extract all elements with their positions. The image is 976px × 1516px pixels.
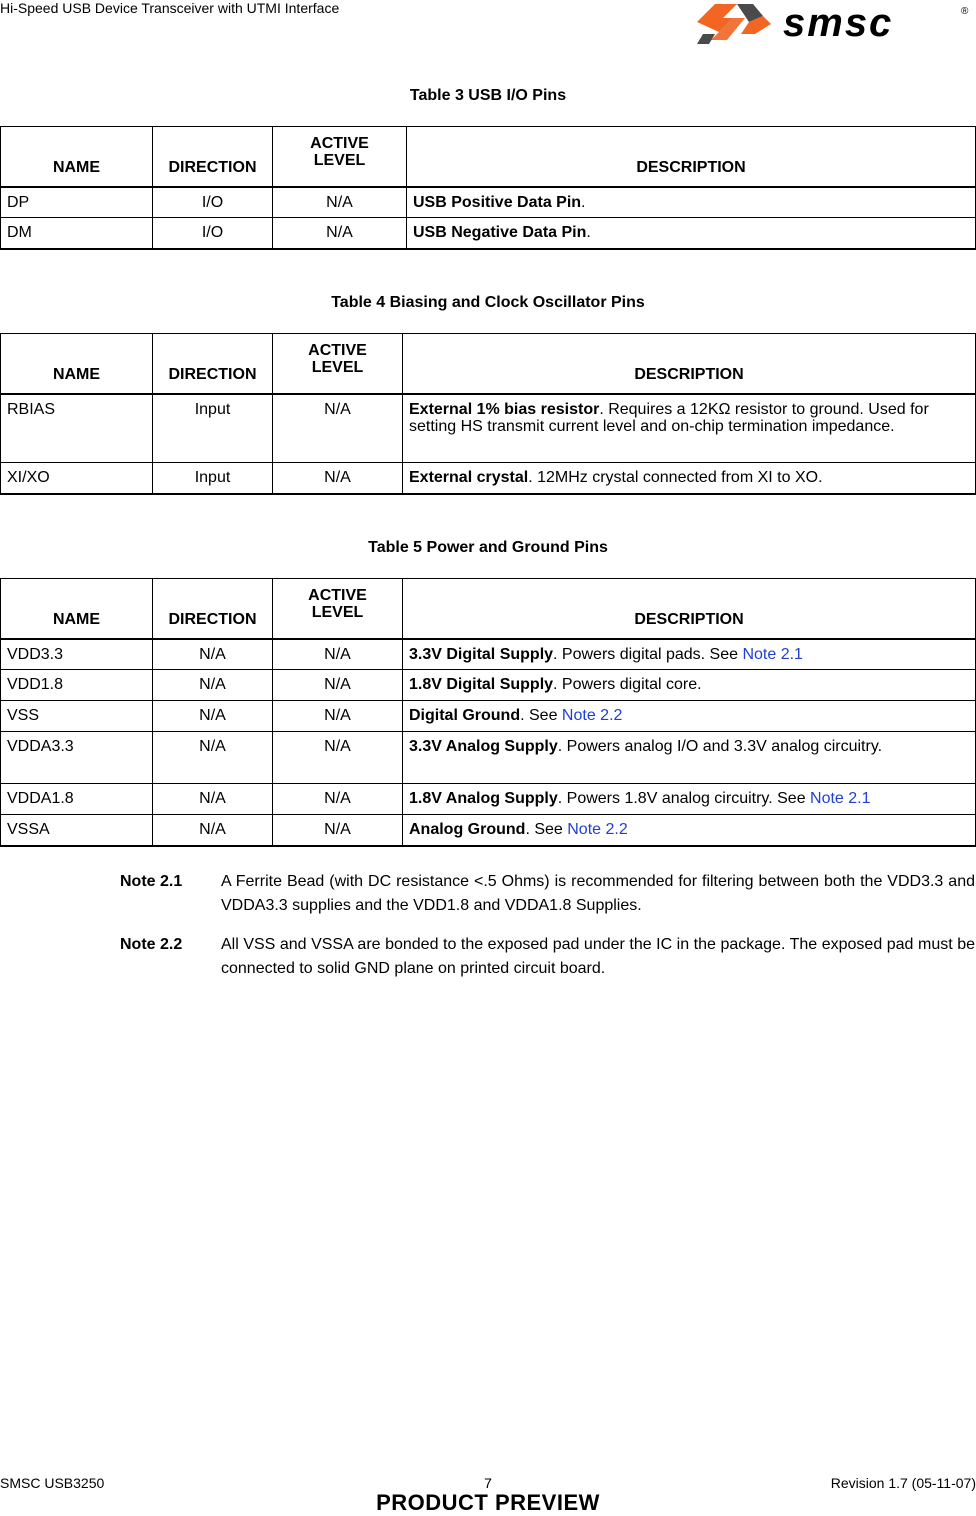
table-row: VDDA1.8 N/A N/A 1.8V Analog Supply. Powers 1.8V analog circuitry. See Note 2.1	[1, 784, 976, 815]
table-row: VDDA3.3 N/A N/A 3.3V Analog Supply. Powers analog I/O and 3.3V analog circuitry.	[1, 732, 976, 784]
table-row: RBIAS Input N/A External 1% bias resistor. Requires a 12KΩ resistor to ground. Used for setting HS transmit current level and on-chip termination impedance.	[1, 394, 976, 463]
col-active-level-header: ACTIVE LEVEL	[273, 334, 403, 394]
col-description-header: DESCRIPTION	[403, 579, 976, 639]
col-active-level-header: ACTIVE LEVEL	[273, 579, 403, 639]
table-row: VSS N/A N/A Digital Ground. See Note 2.2	[1, 701, 976, 732]
svg-text:smsc: smsc	[783, 1, 894, 45]
note-2-2-link[interactable]: Note 2.2	[567, 821, 628, 838]
table-3-caption: Table 3 USB I/O Pins	[409, 87, 567, 104]
col-direction-header: DIRECTION	[153, 127, 273, 187]
table-3-usb-io-pins	[0, 126, 976, 250]
footer-revision: Revision 1.7 (05-11-07)	[830, 1475, 976, 1491]
col-description-header: DESCRIPTION	[403, 334, 976, 394]
table-row: VSSA N/A N/A Analog Ground. See Note 2.2	[1, 815, 976, 846]
col-name-header: NAME	[1, 579, 153, 639]
table-row: DM I/O N/A USB Negative Data Pin.	[1, 218, 976, 249]
page-header-title: Hi-Speed USB Device Transceiver with UTMI Interface	[0, 0, 340, 16]
table-5-power-ground-pins	[0, 578, 976, 847]
note-text: A Ferrite Bead (with DC resistance <.5 Ohms) is recommended for filtering between both the VDD3.3 and VDDA3.3 supplies and the VDD1.8 and VDDA1.8 Supplies.	[221, 873, 975, 914]
svg-text:®: ®	[961, 6, 969, 17]
col-name-header: NAME	[1, 127, 153, 187]
col-direction-header: DIRECTION	[153, 579, 273, 639]
note-2-2-link[interactable]: Note 2.2	[561, 707, 623, 724]
table-row: XI/XO Input N/A External crystal. 12MHz crystal connected from XI to XO.	[1, 463, 976, 494]
table-row: VDD1.8 N/A N/A 1.8V Digital Supply. Powers digital core.	[1, 670, 976, 701]
smsc-logo	[693, 0, 976, 46]
col-active-level-header: ACTIVE LEVEL	[273, 127, 407, 187]
note-2-1-link[interactable]: Note 2.1	[810, 790, 871, 807]
note-label: Note 2.1	[120, 873, 183, 890]
footer-product-preview: PRODUCT PREVIEW	[376, 1490, 600, 1515]
footer-page-number: 7	[484, 1475, 492, 1491]
table-4-biasing-clock-pins	[0, 333, 976, 495]
table-4-caption: Table 4 Biasing and Clock Oscillator Pins	[331, 294, 645, 311]
smsc-mark-icon	[697, 4, 771, 44]
footer-part-number: SMSC USB3250	[0, 1475, 105, 1491]
col-description-header: DESCRIPTION	[407, 127, 976, 187]
table-row: DP I/O N/A USB Positive Data Pin.	[1, 187, 976, 218]
table-row: VDD3.3 N/A N/A 3.3V Digital Supply. Powers digital pads. See Note 2.1	[1, 639, 976, 670]
col-name-header: NAME	[1, 334, 153, 394]
col-direction-header: DIRECTION	[153, 334, 273, 394]
note-2-1-link[interactable]: Note 2.1	[742, 645, 803, 663]
note-label: Note 2.2	[120, 936, 183, 953]
note-text: All VSS and VSSA are bonded to the exposed pad under the IC in the package. The exposed pad must be connected to solid GND plane on printed circuit board.	[221, 936, 975, 977]
table-5-caption: Table 5 Power and Ground Pins	[368, 539, 608, 556]
